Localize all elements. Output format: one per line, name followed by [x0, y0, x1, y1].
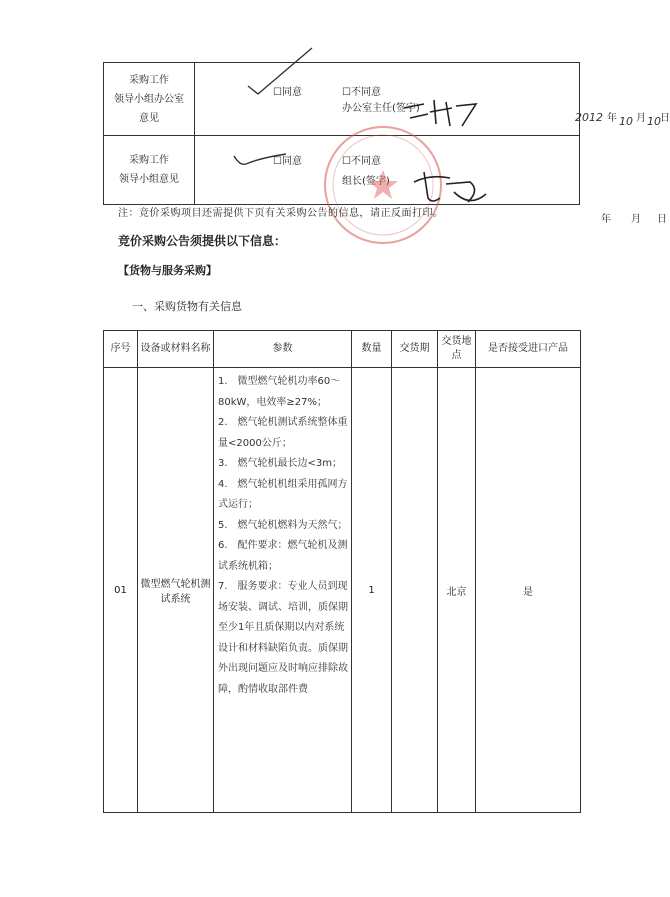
header-delivery-place: 交货地点 [438, 331, 476, 368]
param-item: 5. 燃气轮机燃料为天然气； [218, 519, 348, 531]
cell-delivery-period [392, 368, 438, 813]
param-item: 4. 燃气轮机机组采用孤网方式运行； [218, 478, 348, 510]
section-title: 一、采购货物有关信息 [132, 300, 242, 313]
header-quantity: 数量 [352, 331, 392, 368]
header-no: 序号 [104, 331, 138, 368]
section-heading: 竞价采购公告须提供以下信息： [118, 234, 287, 248]
date-year-unit: 年 [601, 214, 611, 225]
cell-quantity: 1 [352, 368, 392, 813]
cell-no: 01 [104, 368, 138, 813]
table-row [104, 368, 581, 813]
disagree-checkbox[interactable]: ☐不同意 [342, 156, 381, 167]
approval-label-group [104, 136, 195, 205]
param-item: 7. 服务要求：专业人员到现场安装、调试、培训，质保期至少1年且质保期以内对系统设计和材料缺陷负责。质保期外出现问题应及时响应排除故障，酌情收取部件费 [218, 581, 348, 695]
signer-label: 组长(签字) [342, 176, 390, 187]
cell-delivery-place: 北京 [438, 368, 476, 813]
approval-label-office [104, 63, 195, 136]
date-day-unit: 日 [657, 214, 667, 225]
note-text: 注：竞价采购项目还需提供下页有关采购公告的信息，请正反面打印。 [118, 208, 444, 219]
checkmark-icon [240, 44, 320, 104]
table-header-row [104, 331, 581, 368]
signature-icon [400, 96, 480, 130]
cell-accept-import: 是 [476, 368, 581, 813]
date-day: 10 [647, 115, 661, 128]
checkmark-icon [230, 150, 290, 170]
date-year: 2012 [575, 111, 603, 124]
date-year-unit: 年 [607, 113, 617, 124]
signer-label: 办公室主任(签字) [342, 103, 420, 114]
agree-checkbox[interactable]: ☐同意 [273, 156, 302, 167]
label-line: 领导小组办公室 [114, 93, 184, 105]
goods-table [103, 330, 581, 813]
date-month-unit: 月 [631, 214, 641, 225]
label-line: 采购工作 [129, 74, 169, 86]
subsection-heading: 【货物与服务采购】 [118, 264, 217, 277]
label-line: 领导小组意见 [119, 174, 179, 185]
cell-name: 微型燃气轮机测试系统 [138, 368, 214, 813]
label-line: 采购工作 [129, 155, 169, 166]
date-day-unit: 日 [660, 113, 670, 124]
date-month: 10 [619, 115, 633, 128]
date-month-unit: 月 [636, 113, 646, 124]
header-accept-import: 是否接受进口产品 [476, 331, 581, 368]
param-item: 1. 微型燃气轮机功率60～80kW，电效率≥27%； [218, 376, 341, 408]
signature-icon [410, 168, 490, 208]
param-item: 2. 燃气轮机测试系统整体重量<2000公斤； [218, 417, 348, 449]
param-item: 3. 燃气轮机最长边<3m； [218, 458, 343, 469]
param-item: 6. 配件要求：燃气轮机及测试系统机箱； [218, 540, 348, 572]
disagree-checkbox[interactable]: ☐不同意 [342, 87, 381, 98]
header-params: 参数 [214, 331, 352, 368]
header-delivery-period: 交货期 [392, 331, 438, 368]
label-line: 意见 [139, 112, 159, 124]
cell-params [214, 368, 352, 813]
header-name: 设备或材料名称 [138, 331, 214, 368]
agree-checkbox[interactable]: ☐同意 [273, 87, 302, 98]
